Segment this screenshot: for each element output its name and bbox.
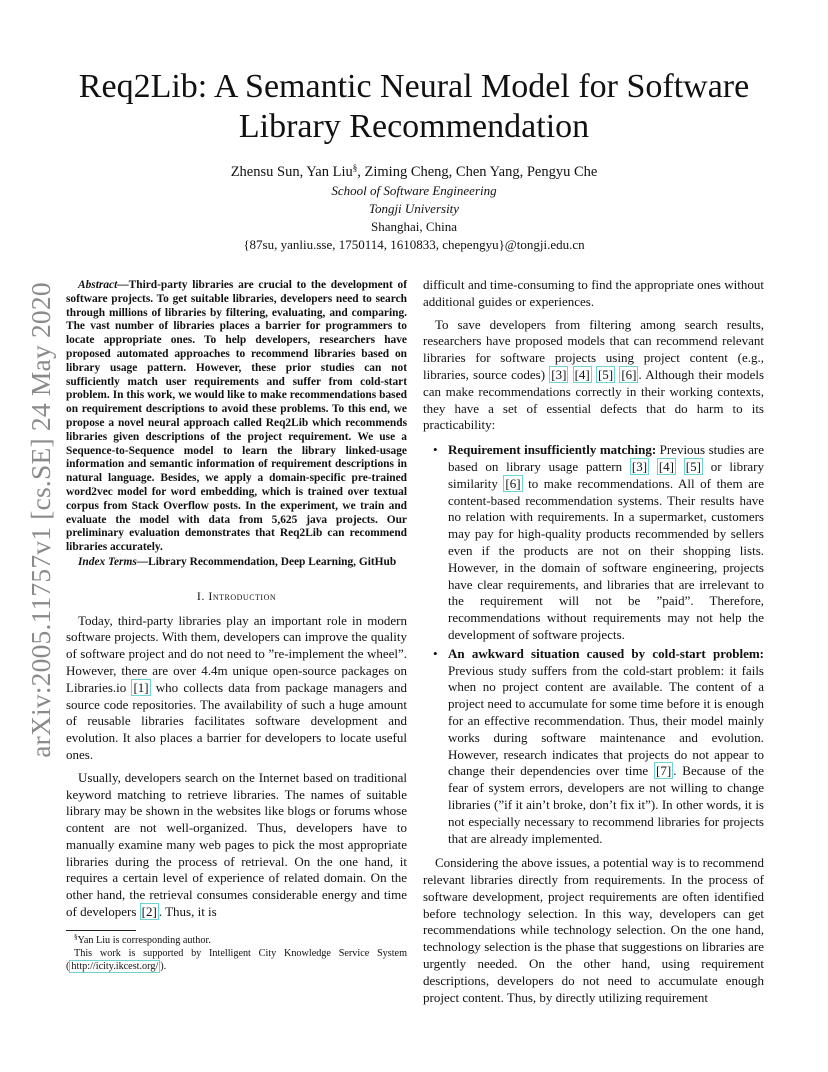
citation-link[interactable]: [4] [574,366,590,382]
right-column [423,277,764,1006]
citation-link[interactable]: [6] [505,475,521,491]
affiliation-city: Shanghai, China [371,219,457,234]
author-emails: {87su, yanliu.sse, 1750114, 1610833, chepengyu}@tongji.edu.cn [243,237,585,252]
abstract [66,279,407,555]
list-item: • Requirement insufficiently matching: Previous studies are based on library usage pattern [3] [4] [5] or library similarity [6] to make recommendations. All of them are content-based recommendation systems. Their results have no relation with requirements. In a supermarket, customers may pay for high-quality products recommended by sellers even if the products are not on their shopping lists. However, in the domain of software engineering, projects have clear requirements, and libraries that are irrelevant to the requirement will not be ”paid”. Therefore, recommendations without requirements may not help the development of software projects. [433,442,765,642]
title-line-2: Library Recommendation [238,108,590,145]
index-terms-lead: Index Terms [78,555,137,568]
citation-link[interactable]: [3] [631,458,648,474]
bullet-heading: Requirement insufficiently matching: [448,442,657,458]
citation-link[interactable]: [4] [658,458,674,474]
footnote-corresponding: §Yan Liu is corresponding author. [74,933,211,946]
left-column [66,279,407,921]
list-item: • An awkward situation caused by cold-start problem: Previous study suffers from the cold-start problem: it fails when no project content are available. The content of a project need to accumulate for some time before it is enough for an effective recommendation. Thus, their model mainly works during software maintenance and evolution. However, research indicates that projects do not appear to change their dependencies over time [7] . Because of the fear of system errors, developers are not willing to change libraries (”if it ain’t broke, don’t fix it”). In other words, it is not especially necessary to recommend libraries for projects that are already implemented. [433,645,764,846]
corresponding-mark: § [352,163,358,173]
footnote-funding: This work is supported by Intelligent City Knowledge Service System ( http://icity.ikcest.org/ ). [66,947,407,972]
citation-link[interactable]: [2] [141,904,157,920]
citation-link[interactable]: [1] [133,679,149,695]
defects-list [423,442,764,847]
index-terms-text: —Library Recommendation, Deep Learning, GitHub [136,555,397,568]
intro-paragraph-continued: difficult and time-consuming to find the appropriate ones without additional guides or experiences. [423,277,764,309]
citation-link[interactable]: [5] [685,458,701,474]
affiliation-school: School of Software Engineering [331,183,497,198]
title-line-1: Req2Lib: A Semantic Neural Model for Software [78,68,750,105]
paper-title [0,67,828,147]
abstract-text: —Third-party libraries are crucial to the development of software projects. To get suitable libraries, developers need to search through millions of libraries by filtering, evaluating, and comparing. The vast number of libraries places a barrier for programmers to locate appropriate ones. To help developers, researchers have proposed automated approaches to recommend libraries based on library usage pattern. However, these prior studies can not sufficiently match user requirements and suffer from cold-start problem. In this work, we would like to make recommendations based on requirement descriptions to avoid these problems. To this end, we propose a novel neural approach called Req2Lib which recommends libraries given descriptions of the project requirement. We use a Sequence-to-Sequence model to learn the library linked-usage information and semantic information of requirement descriptions in natural language. Besides, we apply a domain-specific pre-trained word2vec model for word embedding, which is trained over textual corpus from Stack Overflow posts. In the experiment, we train and evaluate the model with data from 5,625 java projects. Our preliminary evaluation demonstrates that Req2Lib can recommend libraries accurately. [66,279,407,554]
citation-link[interactable]: [5] [597,366,614,382]
abstract-lead: Abstract [78,279,118,291]
bullet-heading: An awkward situation caused by cold-start problem: [448,645,764,661]
arxiv-identifier: arXiv:2005.11757v1 [cs.SE] 24 May 2020 [25,282,56,758]
intro-paragraph-4: Considering the above issues, a potential way is to recommend relevant libraries directly from requirements. In the process of software development, project requirements are often identified before technology selection. In this way, developers can get recommendations while technology selection. On the one hand, technology selection is the phase that suggestions on libraries are urgently needed. On the other hand, using requirement descriptions, developers do not need to accumulate enough project content. Thus, by directly utilizing requirement [423,855,764,1005]
footnote [66,930,407,973]
arxiv-sidebar [22,280,60,760]
citation-link[interactable]: [3] [551,366,567,382]
intro-paragraph-2: Usually, developers search on the Internet based on traditional keyword matching to retrieve libraries. The names of suitable library may be shown in the websites like blogs or forums whose content are not well-organized. Thus, developers have to manually examine many web pages to pick the most appropriate libraries during the process of retrieval. On the one hand, it requires a certain level of experience of related domain. On the other hand, the retrieval consumes considerable energy and time of developers [2] . Thus, it is [66,769,407,920]
section-heading-introduction: I. Introduction [196,588,277,603]
citation-link[interactable]: [6] [621,366,637,382]
author-names: Zhensu Sun, Yan Liu§, Ziming Cheng, Chen Yang, Pengyu Che [230,163,598,180]
intro-paragraph-3: To save developers from filtering among search results, researchers have proposed models that can recommend relevant libraries for software projects using project content (e.g., libraries, source codes) [3] [4] [5] [6] . Although their models can make recommendations correctly in their working contexts, they have a set of essential defects that do harm to its practicability: [423,316,765,433]
bullet-icon: • [433,645,438,661]
author-block [0,163,828,254]
citation-link[interactable]: [7] [656,763,672,779]
affiliation-university: Tongji University [368,201,460,216]
index-terms [66,556,407,570]
footnote-url-link[interactable]: http://icity.ikcest.org/ [71,960,159,972]
footnote-rule [66,930,136,931]
intro-paragraph-1: Today, third-party libraries play an important role in modern software projects. With them, developers can improve the quality of software project and do not need to ”re-implement the wheel”. However, there are over 4.4m unique open-source packages on Libraries.io [1] who collects data from package managers and source code repositories. The availability of such a huge amount of reusable libraries facilitates software development and evolution. It also places a barrier for developers to locate useful ones. [66,612,407,762]
bullet-icon: • [433,442,438,458]
